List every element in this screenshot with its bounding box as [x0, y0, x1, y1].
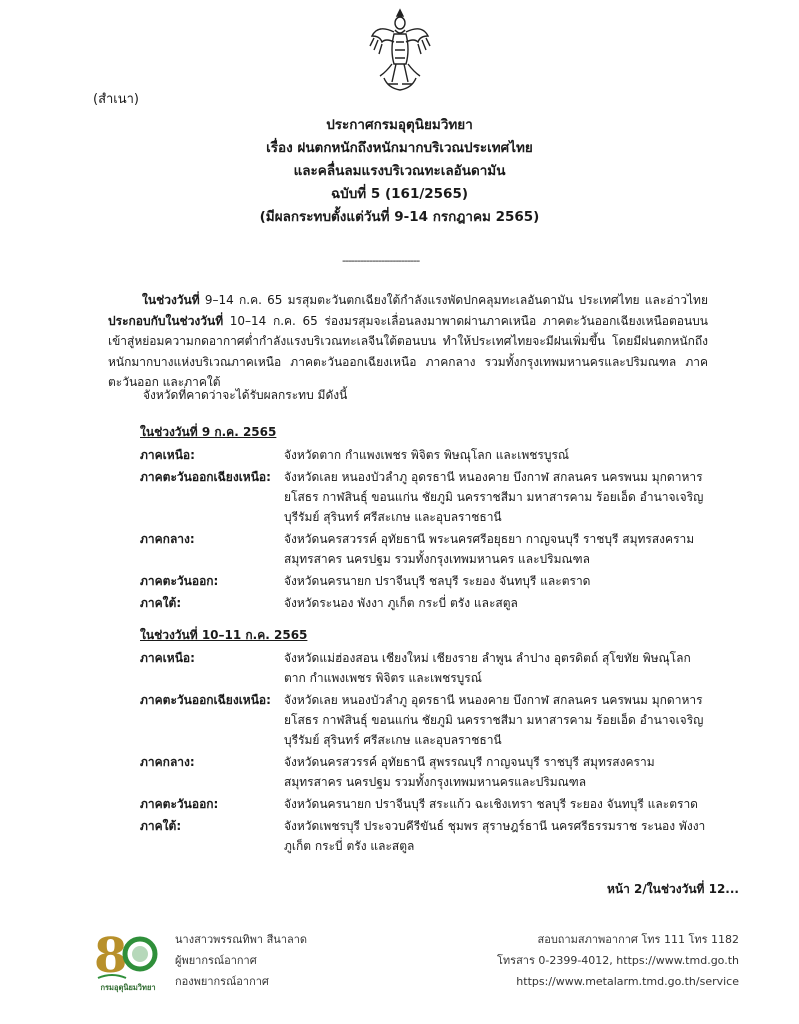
logo-text: กรมอุตุนิยมวิทยา — [100, 983, 156, 992]
region-provinces: จังหวัดนครสวรรค์ อุทัยธานี สุพรรณบุรี กาญจนบุรี ราชบุรี สมุทรสงคราม สมุทรสาคร นครปฐม รวมทั้งกรุงเทพมหานครและปริมณฑล — [284, 755, 655, 789]
region-provinces: จังหวัดตาก กำแพงเพชร พิจิตร พิษณุโลก และเพชรบูรณ์ — [284, 448, 570, 462]
contact-service-link: https://www.metalarm.tmd.go.th/service — [516, 975, 739, 988]
region-label: ภาคตะวันออก: — [140, 574, 219, 588]
contact-info — [497, 929, 739, 992]
region-label: ภาคกลาง: — [140, 755, 195, 769]
divider: -------------------------- — [342, 254, 420, 267]
region-row — [140, 648, 710, 688]
next-page-note: หน้า 2/ในช่วงวันที่ 12... — [607, 882, 739, 896]
region-label: ภาคกลาง: — [140, 532, 195, 546]
region-label: ภาคเหนือ: — [140, 448, 195, 462]
body-text: 9–14 ก.ค. 65 มรสุมตะวันตกเฉียงใต้กำลังแรงพัดปกคลุมทะเลอันดามัน ประเทศไทย และอ่าวไทย — [199, 293, 708, 307]
region-provinces: จังหวัดระนอง พังงา ภูเก็ต กระบี่ ตรัง และสตูล — [284, 596, 518, 610]
region-label: ภาคตะวันออกเฉียงเหนือ: — [140, 693, 271, 707]
region-row — [140, 794, 710, 814]
copy-label: (สำเนา) — [93, 92, 140, 107]
region-row — [140, 571, 710, 591]
title-line: ฉบับที่ 5 (161/2565) — [330, 186, 469, 202]
region-row — [140, 445, 710, 465]
forecaster-name: นางสาวพรรณทิพา สีนาลาด — [175, 933, 308, 946]
svg-text:8: 8 — [94, 928, 128, 984]
region-provinces: จังหวัดเลย หนองบัวลำภู อุดรธานี หนองคาย บึงกาฬ สกลนคร นครพนม มุกดาหาร ยโสธร กาฬสินธุ์ ขอนแก่น ชัยภูมิ นครราชสีมา มหาสารคาม ร้อยเอ็ด อำนาจเจริญ บุรีรัมย์ สุรินทร์ ศรีสะเกษ และอุบลราชธานี — [284, 470, 704, 524]
contact-phone: สอบถามสภาพอากาศ โทร 111 โทร 1182 — [537, 933, 739, 946]
region-label: ภาคใต้: — [140, 819, 182, 833]
region-label: ภาคใต้: — [140, 596, 182, 610]
region-provinces: จังหวัดเลย หนองบัวลำภู อุดรธานี หนองคาย บึงกาฬ สกลนคร นครพนม มุกดาหาร ยโสธร กาฬสินธุ์ ขอนแก่น ชัยภูมิ นครราชสีมา มหาสารคาม ร้อยเอ็ด อำนาจเจริญ บุรีรัมย์ สุรินทร์ ศรีสะเกษ และอุบลราชธานี — [284, 693, 704, 747]
region-row — [140, 752, 710, 792]
tmd-80th-anniversary-logo-icon — [92, 924, 164, 996]
region-row — [140, 467, 710, 527]
period-section-2 — [140, 625, 710, 858]
region-row — [140, 529, 710, 569]
title-line: เรื่อง ฝนตกหนักถึงหนักมากบริเวณประเทศไทย — [266, 140, 533, 156]
region-row — [140, 593, 710, 613]
period-section-1 — [140, 422, 710, 615]
affected-provinces-intro: จังหวัดที่คาดว่าจะได้รับผลกระทบ มีดังนี้ — [143, 388, 348, 402]
region-provinces: จังหวัดนครนายก ปราจีนบุรี ชลบุรี ระยอง จันทบุรี และตราด — [284, 574, 591, 588]
announcement-title — [0, 114, 799, 229]
forecaster-position: ผู้พยากรณ์อากาศ — [175, 954, 257, 967]
forecaster-info — [175, 929, 307, 992]
period-heading: ในช่วงวันที่ 9 ก.ค. 2565 — [140, 425, 277, 439]
forecaster-division: กองพยากรณ์อากาศ — [175, 975, 269, 988]
region-provinces: จังหวัดนครนายก ปราจีนบุรี สระแก้ว ฉะเชิงเทรา ชลบุรี ระยอง จันทบุรี และตราด — [284, 797, 698, 811]
region-provinces: จังหวัดเพชรบุรี ประจวบคีรีขันธ์ ชุมพร สุราษฎร์ธานี นครศรีธรรมราช ระนอง พังงา ภูเก็ต กระบี่ ตรัง และสตูล — [284, 819, 706, 853]
title-line: และคลื่นลมแรงบริเวณทะเลอันดามัน — [293, 163, 506, 179]
body-text: 10–14 ก.ค. 65 ร่องมรสุมจะเลื่อนลงมาพาดผ่านภาคเหนือ ภาคตะวันออกเฉียงเหนือตอนบน เข้าสู่หย่อมความกดอากาศต่ำกำลังแรงบริเวณทะเลจีนใต้ตอนบน ทำให้ประเทศไทยจะมีฝนเพิ่มขึ้น โดยมีฝนตกหนักถึงหนักมากบางแห่งบริเวณภาคเหนือ ภาคตะวันออกเฉียงเหนือ ภาคกลาง รวมทั้งกรุงเทพมหานครและปริมณฑล ภาคตะวันออก และภาคใต้ — [108, 313, 708, 389]
region-label: ภาคตะวันออกเฉียงเหนือ: — [140, 470, 271, 484]
region-row — [140, 690, 710, 750]
region-label: ภาคเหนือ: — [140, 651, 195, 665]
title-line: (มีผลกระทบตั้งแต่วันที่ 9-14 กรกฎาคม 2565) — [259, 209, 540, 225]
region-row — [140, 816, 710, 856]
garuda-emblem-icon — [368, 6, 432, 92]
forecast-paragraph — [108, 290, 708, 393]
title-line: ประกาศกรมอุตุนิยมวิทยา — [326, 117, 473, 133]
emphasis-text: ประกอบกับในช่วงวันที่ — [108, 313, 224, 328]
region-label: ภาคตะวันออก: — [140, 797, 219, 811]
region-provinces: จังหวัดแม่ฮ่องสอน เชียงใหม่ เชียงราย ลำพูน ลำปาง อุตรดิตถ์ สุโขทัย พิษณุโลก ตาก กำแพงเพชร พิจิตร และเพชรบูรณ์ — [284, 651, 691, 685]
emphasis-text: ในช่วงวันที่ — [142, 293, 200, 307]
period-heading: ในช่วงวันที่ 10–11 ก.ค. 2565 — [140, 628, 308, 642]
contact-fax-website: โทรสาร 0-2399-4012, https://www.tmd.go.th — [497, 954, 739, 967]
region-provinces: จังหวัดนครสวรรค์ อุทัยธานี พระนครศรีอยุธยา กาญจนบุรี ราชบุรี สมุทรสงคราม สมุทรสาคร นครปฐม รวมทั้งกรุงเทพมหานคร และปริมณฑล — [284, 532, 695, 566]
